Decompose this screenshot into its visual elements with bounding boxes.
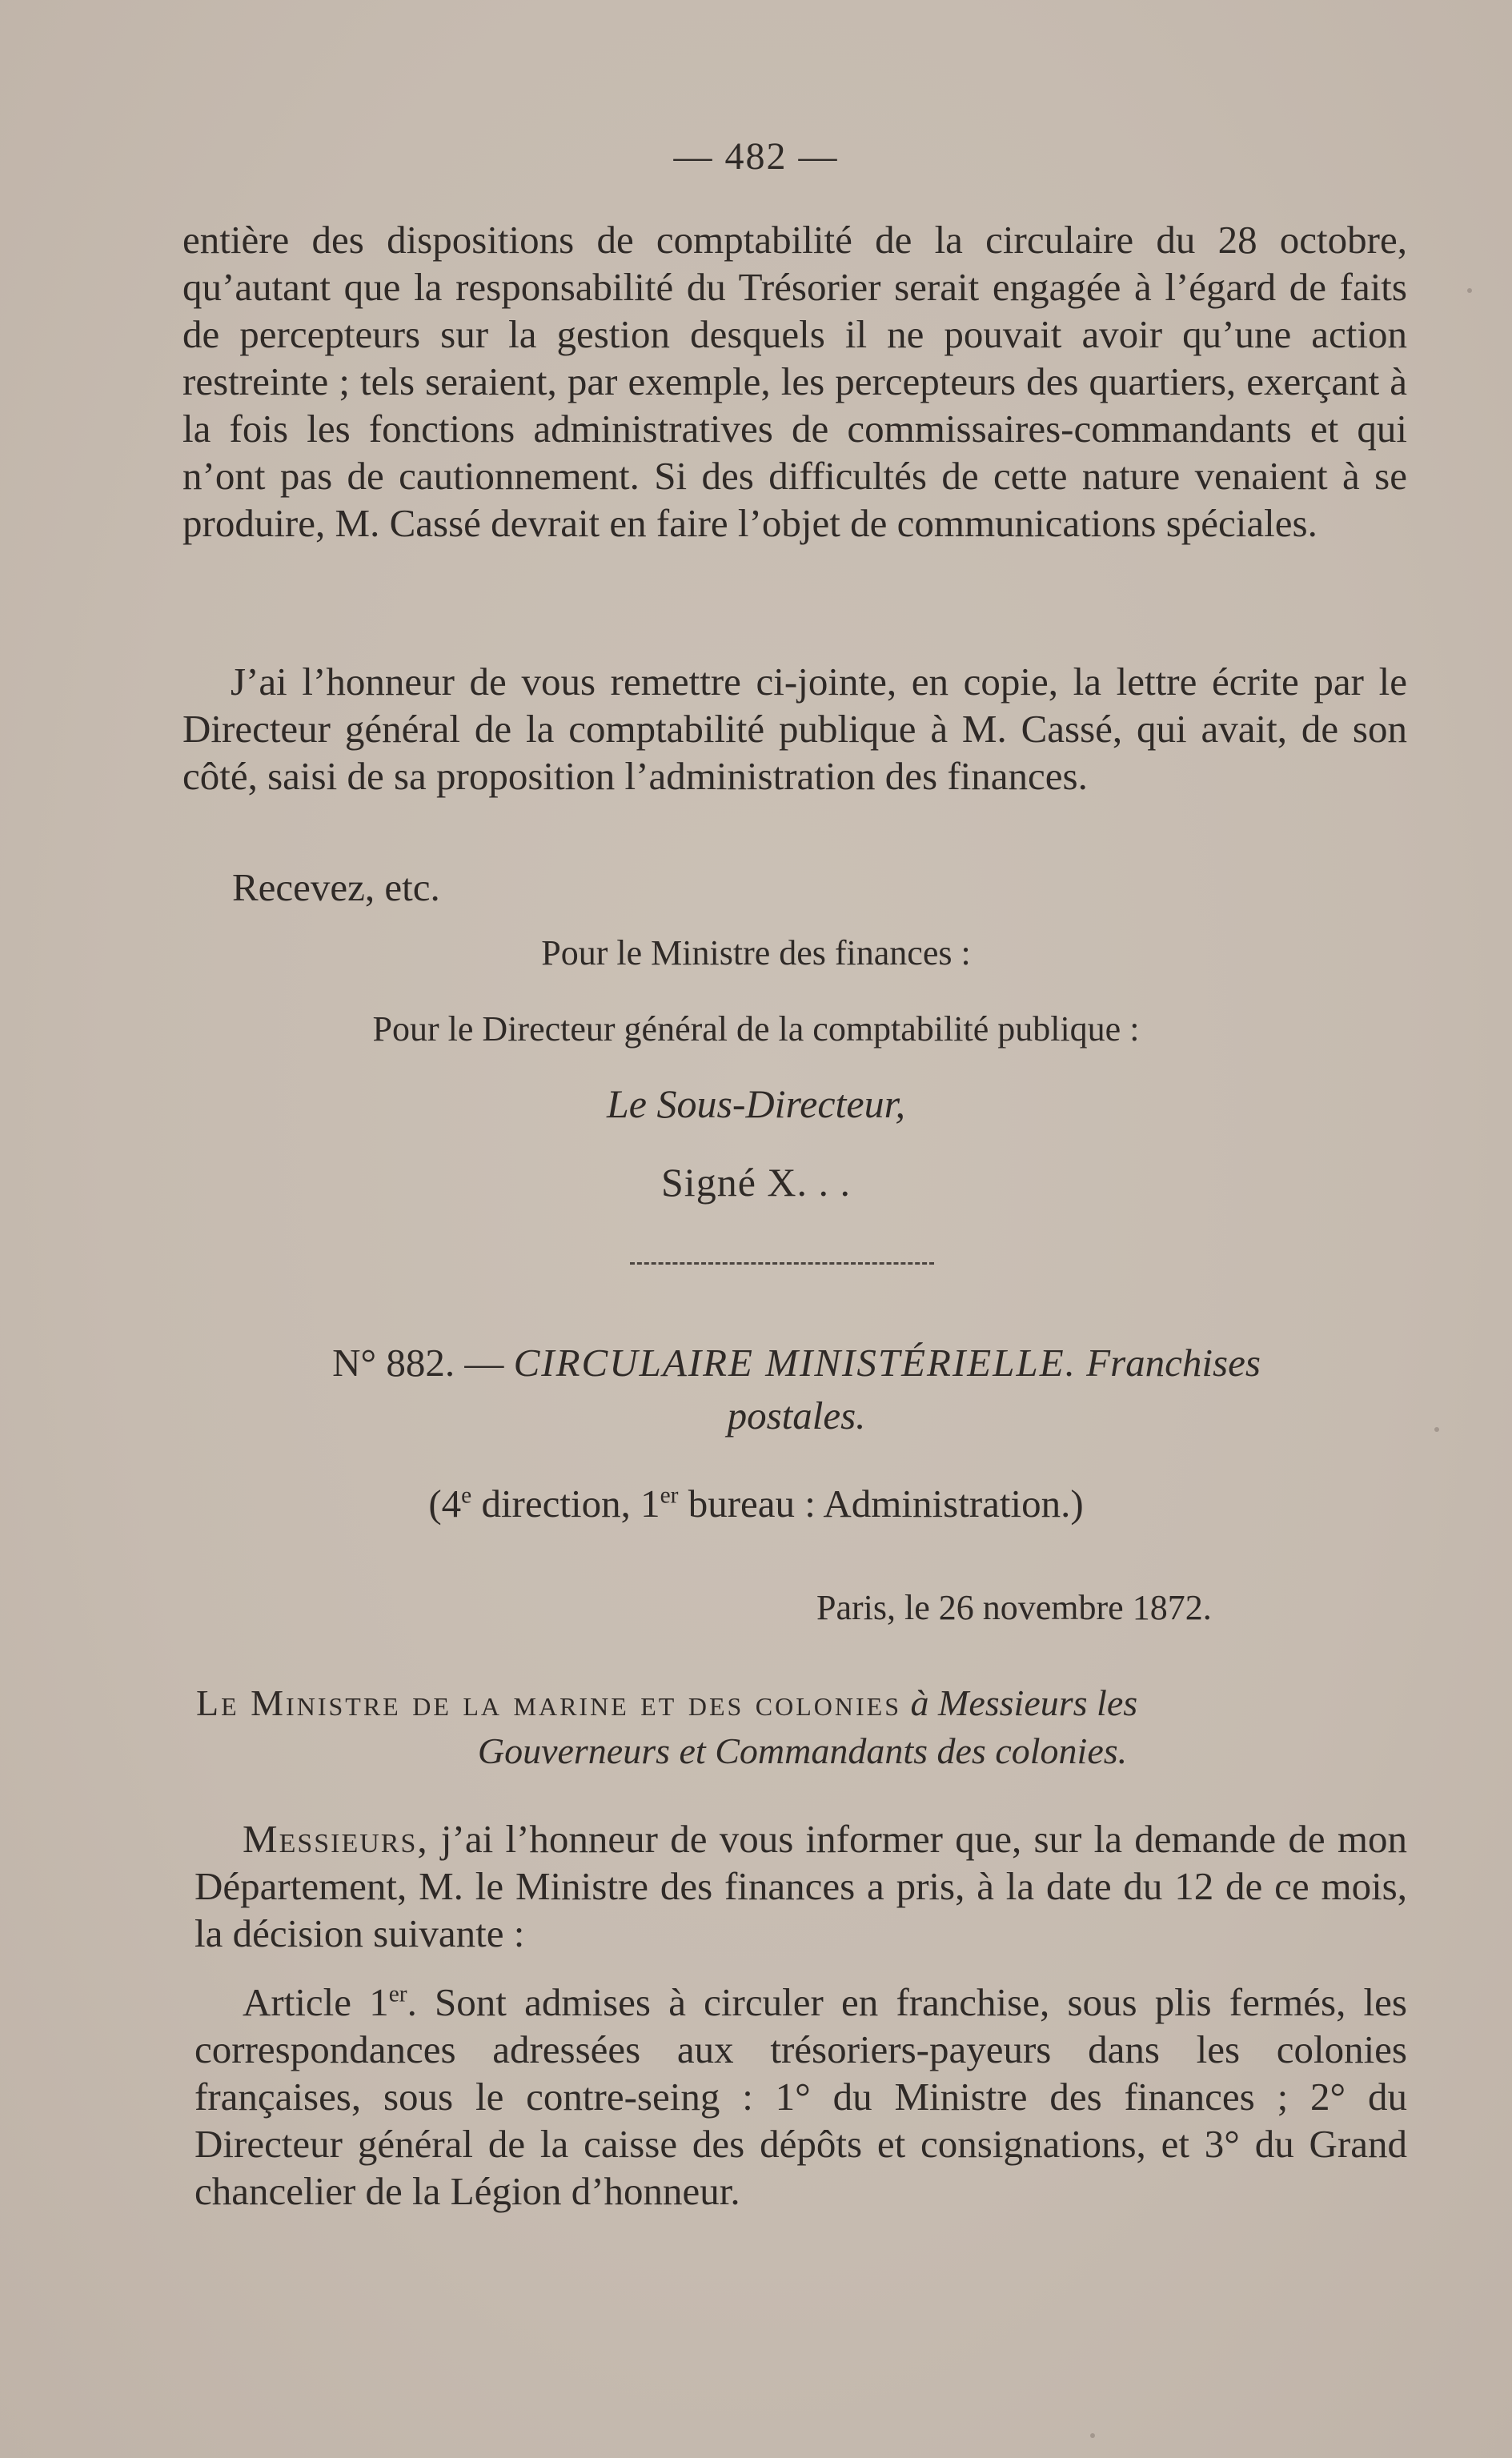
signature-for-minister: Pour le Ministre des finances : [541, 933, 971, 972]
signature-title: Le Sous-Directeur, [606, 1081, 906, 1126]
signature-signed: Signé X. . . [661, 1160, 851, 1205]
circular-subject-line2: postales. [727, 1393, 866, 1438]
addressee-sender: Le Ministre de la marine et des colonies [196, 1682, 901, 1723]
paragraph-enclosure: J’ai l’honneur de vous remettre ci-jointe, en copie, la lettre écrite par le Directeur général de la comptabilité publique à M. Cassé, qui avait, de son côté, saisi de sa proposition l’administration des finances. [182, 660, 1407, 798]
place-date: Paris, le 26 novembre 1872. [816, 1588, 1212, 1627]
circular-direction [0, 1481, 1512, 1526]
page-number: — 482 — [673, 135, 839, 178]
paper-speck [1467, 288, 1472, 293]
addressee-to: à Messieurs les [910, 1682, 1138, 1723]
circular-heading [212, 1337, 1381, 1442]
paper-speck [1434, 1427, 1439, 1432]
circular-title: CIRCULAIRE MINISTÉRIELLE. [513, 1341, 1077, 1385]
closing-salutation: Recevez, etc. [232, 865, 440, 909]
letter-paragraph-article [195, 1979, 1407, 2215]
paper-speck [1090, 2433, 1095, 2438]
direction-sup-b: er [660, 1482, 679, 1509]
circular-subject-line1: Franchises [1086, 1341, 1261, 1385]
paragraph-continuation: entière des dispositions de comptabilité de la circulaire du 28 octobre, qu’autant que la responsabilité du Trésorier serait engagée à l’égard de faits de percepteurs sur la gestion desquels il ne pouvait avoir qu’une action restreinte ; tels seraient, par exemple, les percepteurs des quartiers, exerçant à la fois les fonctions administratives de commissaires-commandants et qui n’ont pas de cautionnement. Si des difficultés de cette nature venaient à se produire, M. Cassé devrait en faire l’objet de communications spéciales. [182, 218, 1407, 545]
section-divider [630, 1262, 934, 1265]
addressee-line2: Gouverneurs et Commandants des colonies. [477, 1730, 1128, 1771]
article-sup: er [388, 1981, 407, 2007]
article-text: . Sont admises à circuler en franchise, sous plis fermés, les correspondances adressées aux trésoriers-payeurs dans les colonies françaises, sous le contre-seing : 1° du Ministre des finances ; 2° du Directeur général de la caisse des dépôts et consignations, et 3° du Grand chancelier de la Légion d’honneur. [195, 1980, 1407, 2213]
letter-paragraph-intro [195, 1815, 1407, 1957]
article-label: Article 1 [243, 1980, 389, 2024]
letter-intro-text: j’ai l’honneur de vous informer que, sur la demande de mon Département, M. le Ministre des finances a pris, à la date du 12 de ce mois, la décision suivante : [195, 1817, 1407, 1955]
signature-for-director: Pour le Directeur général de la comptabilité publique : [372, 1009, 1140, 1049]
letter-salutation: Messieurs, [243, 1817, 429, 1861]
direction-sup-a: e [461, 1482, 472, 1509]
direction-part-b: direction, 1 [471, 1482, 660, 1526]
addressee [196, 1679, 1409, 1775]
circular-number: N° 882. — [332, 1341, 504, 1385]
direction-part-a: (4 [428, 1482, 462, 1526]
direction-part-c: bureau : Administration.) [678, 1482, 1084, 1526]
